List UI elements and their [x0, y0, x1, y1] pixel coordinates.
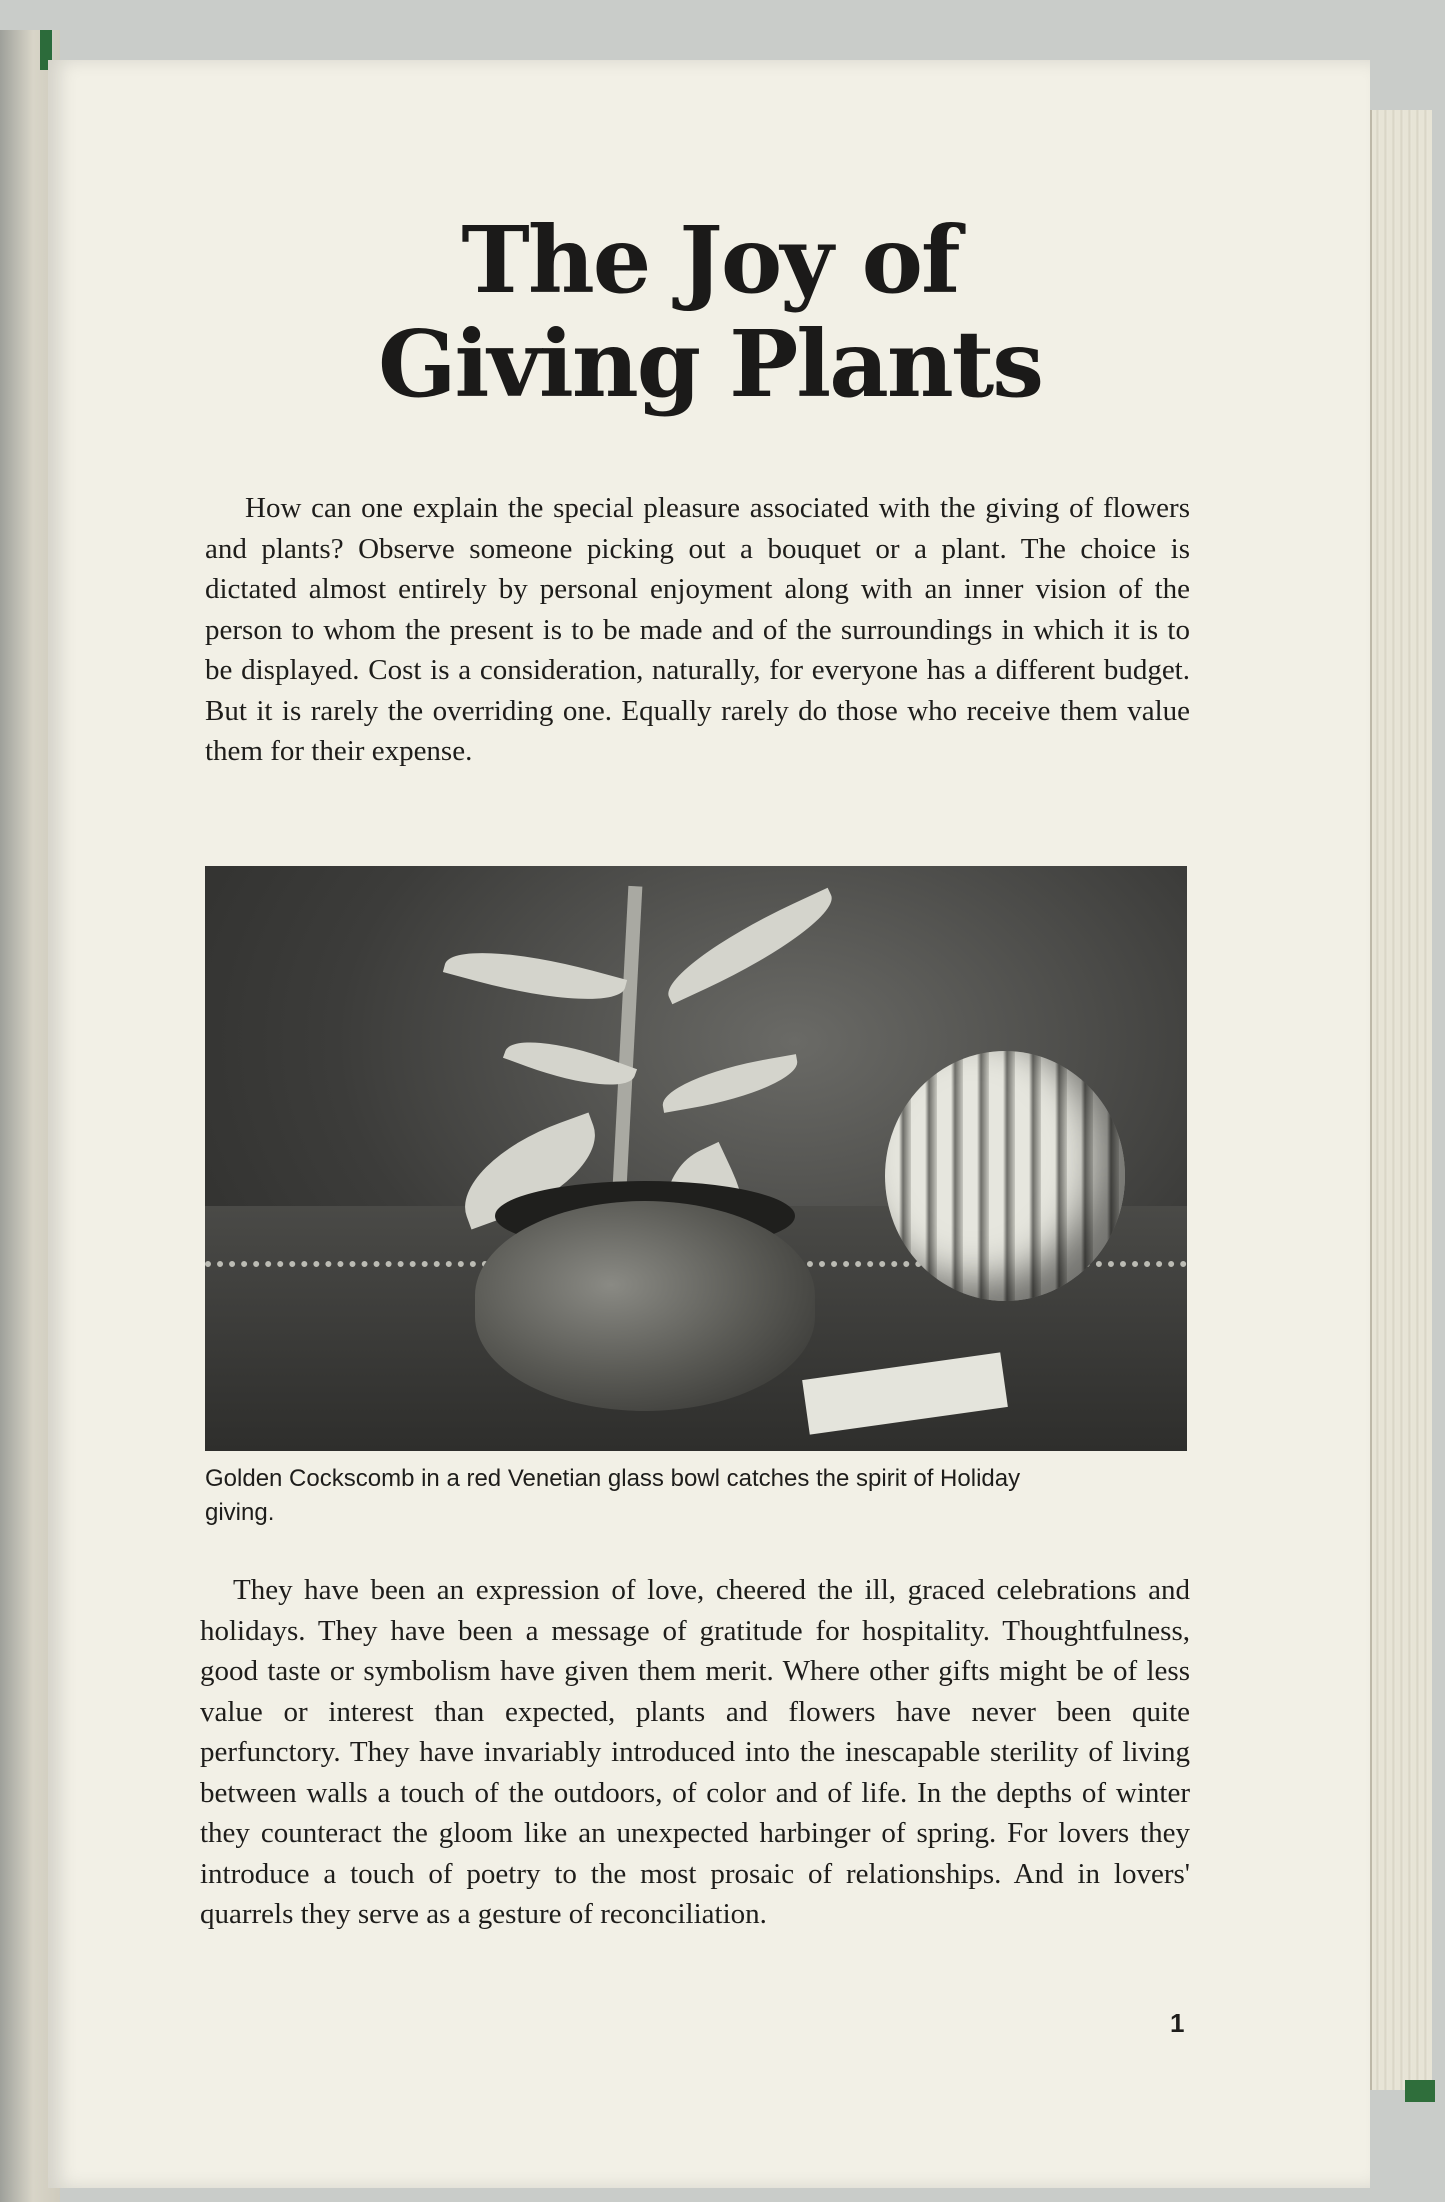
- photo-caption: Golden Cockscomb in a red Venetian glass bowl catches the spirit of Holiday giving.: [205, 1465, 1021, 1526]
- page-stack-edges: [1370, 110, 1432, 2090]
- page-number: 1: [1170, 2008, 1185, 2038]
- photo-glass-bowl: [475, 1201, 815, 1411]
- intro-paragraph: How can one explain the special pleasure associated with the giving of flowers and plants? Observe someone picking out a bouquet or a plant. The choice is dictated almost entirely by personal enjoyment along with an inner vision of the person to whom the present is to be made and of the surroundings in which it is to be displayed. Cost is a consideration, naturally, for everyone has a different budget. But it is rarely the overriding one. Equally rarely do those who receive them value them for their expense.: [205, 492, 1190, 767]
- chapter-title-line-2: Giving Plants: [377, 310, 1043, 418]
- photo-ornament: [885, 1051, 1125, 1301]
- chapter-title: [300, 208, 1120, 416]
- cockscomb-photo: [205, 866, 1187, 1451]
- book-cover-corner: [1405, 2080, 1435, 2102]
- photo-leaf: [443, 933, 627, 1018]
- photo-plant-stem: [612, 886, 643, 1206]
- second-paragraph: They have been an expression of love, cheered the ill, graced celebrations and holidays. They have been a message of gratitude for hospitality. Thoughtfulness, good taste or symbolism have given them merit. Where other gifts might be of less value or interest than expected, plants and flowers have never been quite perfunctory. They have invariably introduced into the inescapable sterility of living between walls a touch of the outdoors, of color and of life. In the depths of winter they counteract the gloom like an unexpected harbinger of spring. For lovers they introduce a touch of poetry to the most prosaic of relationships. And in lovers' quarrels they serve as a gesture of reconciliation.: [200, 1574, 1190, 1930]
- photo-leaf: [655, 888, 844, 1005]
- photo-leaf: [658, 1054, 802, 1113]
- chapter-title-line-1: The Joy of: [461, 206, 959, 314]
